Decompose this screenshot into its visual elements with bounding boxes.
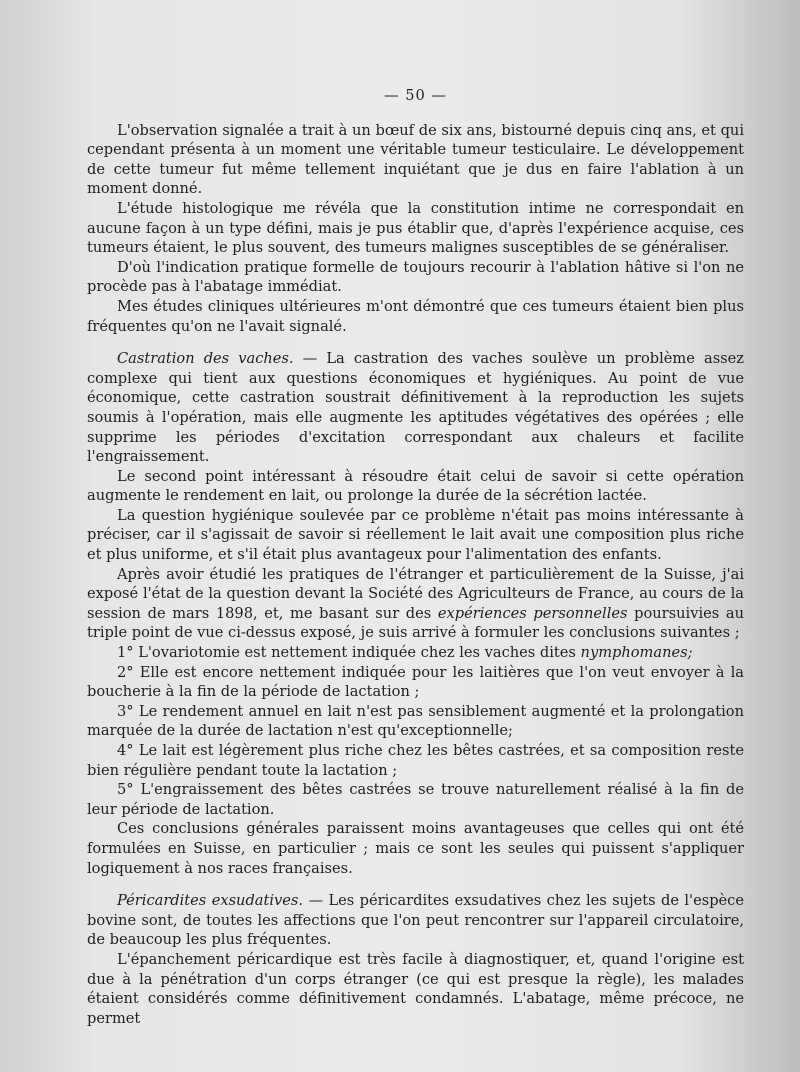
section-paragraph-pericardites (87, 891, 744, 950)
paragraph-text: poursuivies au triple point de vue ci-dessus exposé, je suis arrivé à formuler les conclusions suivantes ; (87, 604, 744, 642)
section-heading: Castration des vaches. (117, 350, 294, 368)
paragraph: 3° Le rendement annuel en lait n'est pas sensiblement augmenté et la prolongation marquée de la durée de lactation n'est qu'exceptionnelle; (87, 702, 744, 740)
paragraph (87, 643, 744, 663)
paragraph: 5° L'engraissement des bêtes castrées se trouve naturellement réalisé à la fin de leur période de lactation. (87, 781, 744, 818)
section-paragraph-castration (87, 349, 744, 467)
paragraph-text: — Les péricardites exsudatives chez les sujets de l'espèce bovine sont, de toutes les affections que l'on peut rencontrer sur l'appareil circulatoire, de beaucoup les plus fréquentes. (87, 892, 744, 949)
paragraph: Mes études cliniques ultérieures m'ont démontré que ces tumeurs étaient bien plus fréquentes qu'on ne l'avait signalé. (87, 297, 744, 335)
paragraph: 4° Le lait est légèrement plus riche chez les bêtes castrées, et sa composition reste bien régulière pendant toute la lactation ; (87, 742, 744, 779)
paragraph-text: 1° L'ovariotomie est nettement indiquée chez les vaches dites (117, 644, 581, 662)
paragraph (87, 565, 744, 643)
page-text (87, 86, 744, 1028)
paragraph: Ces conclusions générales paraissent moins avantageuses que celles qui ont été formulées en Suisse, en particulier ; mais ce sont les seules qui puissent s'appliquer logiquement à nos races françaises. (87, 820, 744, 877)
paragraph: L'étude histologique me révéla que la constitution intime ne correspondait en aucune façon à un type défini, mais je pus établir que, d'après l'expérience acquise, ces tumeurs étaient, le plus souvent, des tumeurs malignes susceptibles de se généraliser. (87, 199, 744, 257)
section-heading: Péricardites exsudatives. (117, 892, 304, 910)
paragraph: 2° Elle est encore nettement indiquée pour les laitières que l'on veut envoyer à la boucherie à la fin de la période de lactation ; (87, 663, 744, 701)
italic-text: expériences personnelles (437, 604, 628, 622)
paragraph: La question hygiénique soulevée par ce problème n'était pas moins intéressante à préciser, car il s'agissait de savoir si réellement le lait avait une composition plus riche et plus uniforme, et s'il était plus avantageux pour l'alimentation des enfants. (87, 506, 744, 564)
paragraph: Le second point intéressant à résoudre était celui de savoir si cette opération augmente le rendement en lait, ou prolonge la durée de la sécrétion lactée. (87, 467, 744, 505)
paragraph: L'épanchement péricardique est très facile à diagnostiquer, et, quand l'origine est due à la pénétration d'un corps étranger (ce qui est presque la règle), les malades étaient considérés comme définitivement condamnés. L'abatage, même précoce, ne permet (87, 950, 744, 1027)
paragraph: D'où l'indication pratique formelle de toujours recourir à l'ablation hâtive si l'on ne procède pas à l'abatage immédiat. (87, 258, 744, 296)
page-number: — 50 — (383, 87, 448, 104)
paragraph-text: Après avoir étudié les pratiques de l'étranger et particulièrement de la Suisse, j'ai exposé l'état de la question devant la Société des Agriculteurs de France, au cours de la session de mars 1898, et, me basant sur des (87, 565, 744, 622)
paragraph-text: — La castration des vaches soulève un problème assez complexe qui tient aux questions économiques et hygiéniques. Au point de vue économique, cette castration soustrait définitivement à la reproduction les sujets soumis à l'opération, mais elle augmente les aptitudes végétatives des opérées ; elle supprime les périodes d'excitation correspondant aux chaleurs et facilite l'engraissement. (87, 350, 744, 466)
paragraph: L'observation signalée a trait à un bœuf de six ans, bistourné depuis cinq ans, et qui cependant présenta à un moment une véritable tumeur testiculaire. Le développement de cette tumeur fut même tellement inquiétant que je dus en faire l'ablation à un moment donné. (87, 121, 744, 198)
italic-text: nymphomanes; (580, 644, 693, 662)
